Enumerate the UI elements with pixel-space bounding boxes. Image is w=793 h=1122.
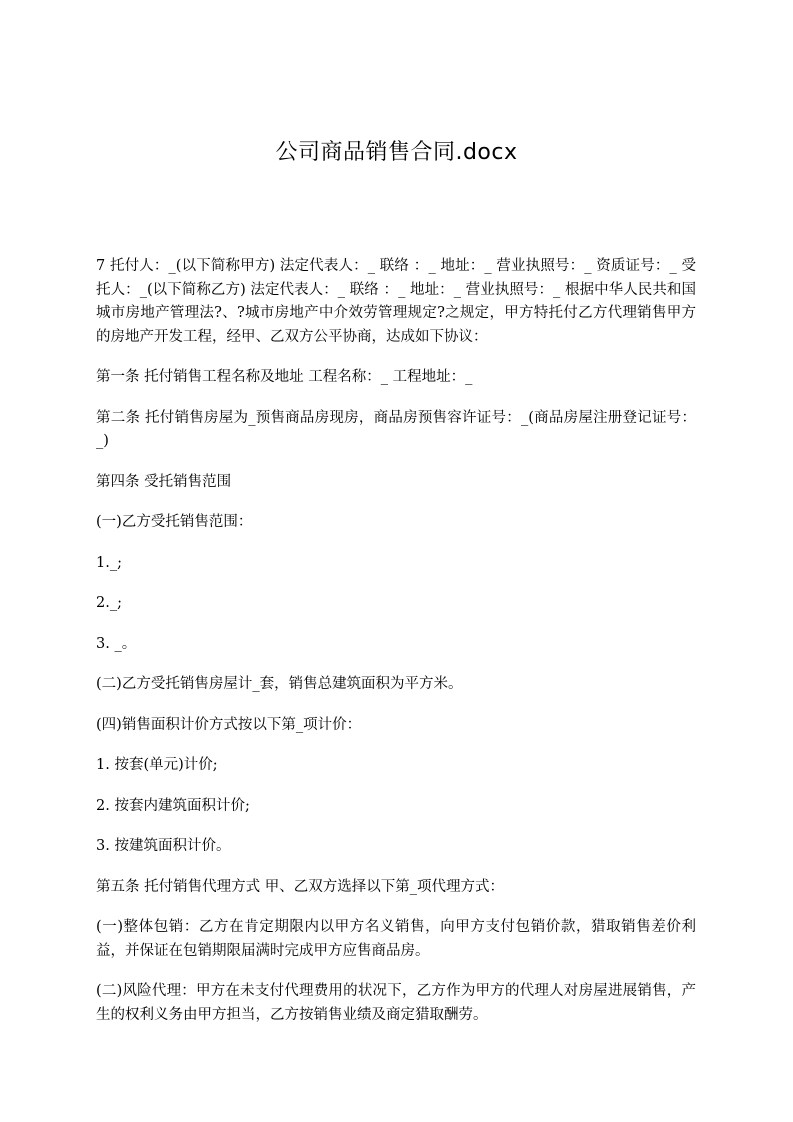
paragraph-article-2: 第二条 托付销售房屋为_预售商品房现房，商品房预售容许证号：_(商品房屋注册登记证号：_) xyxy=(96,409,696,449)
paragraph-risk-agency: (二)风险代理：甲方在未支付代理费用的状况下，乙方作为甲方的代理人对房屋进展销售，产生的权利义务由甲方担当，乙方按销售业绩及商定猎取酬劳。 xyxy=(96,983,696,1023)
document-title: 公司商品销售合同.docx xyxy=(275,140,518,165)
paragraph-pricing-item-3: 3. 按建筑面积计价。 xyxy=(96,838,231,854)
paragraph-pricing-item-2: 2. 按套内建筑面积计价; xyxy=(96,797,250,814)
paragraph-scope-item-3: 3. _。 xyxy=(96,635,137,652)
paragraph-scope-item-2: 2._; xyxy=(96,595,122,611)
paragraph-pricing-item-1: 1. 按套(单元)计价; xyxy=(96,757,218,773)
paragraph-article-5: 第五条 托付销售代理方式 甲、乙双方选择以下第_项代理方式： xyxy=(96,878,504,895)
paragraph-pricing-heading: (四)销售面积计价方式按以下第_项计价： xyxy=(96,716,362,733)
paragraph-full-underwriting: (一)整体包销：乙方在肯定期限内以甲方名义销售，向甲方支付包销价款，猎取销售差价利益，并保证在包销期限届满时完成甲方应售商品房。 xyxy=(96,919,696,959)
paragraph-article-4: 第四条 受托销售范围 xyxy=(96,473,232,490)
paragraph-article-1: 第一条 托付销售工程名称及地址 工程名称：_ 工程地址：_ xyxy=(96,369,473,385)
paragraph-house-count: (二)乙方受托销售房屋计_套，销售总建筑面积为平方米。 xyxy=(96,676,463,692)
paragraph-scope-heading: (一)乙方受托销售范围： xyxy=(96,514,253,530)
paragraph-scope-item-1: 1._; xyxy=(96,554,122,571)
document-body xyxy=(96,255,696,1044)
paragraph-parties: 7 托付人：_(以下简称甲方) 法定代表人：_ 联络 ：_ 地址：_ 营业执照号：_ 资质证号：_ 受托人：_(以下简称乙方) 法定代表人：_ 联络 ：_ 地址：_ 营业执照号：_ 根据中华人民共和国城市房地产管理法?、?城市房地产中介效劳管理规定?之规定，甲方特托付乙方代理销售甲方的房地产开发工程，经甲、乙双方公平协商，达成如下协议： xyxy=(96,258,696,345)
